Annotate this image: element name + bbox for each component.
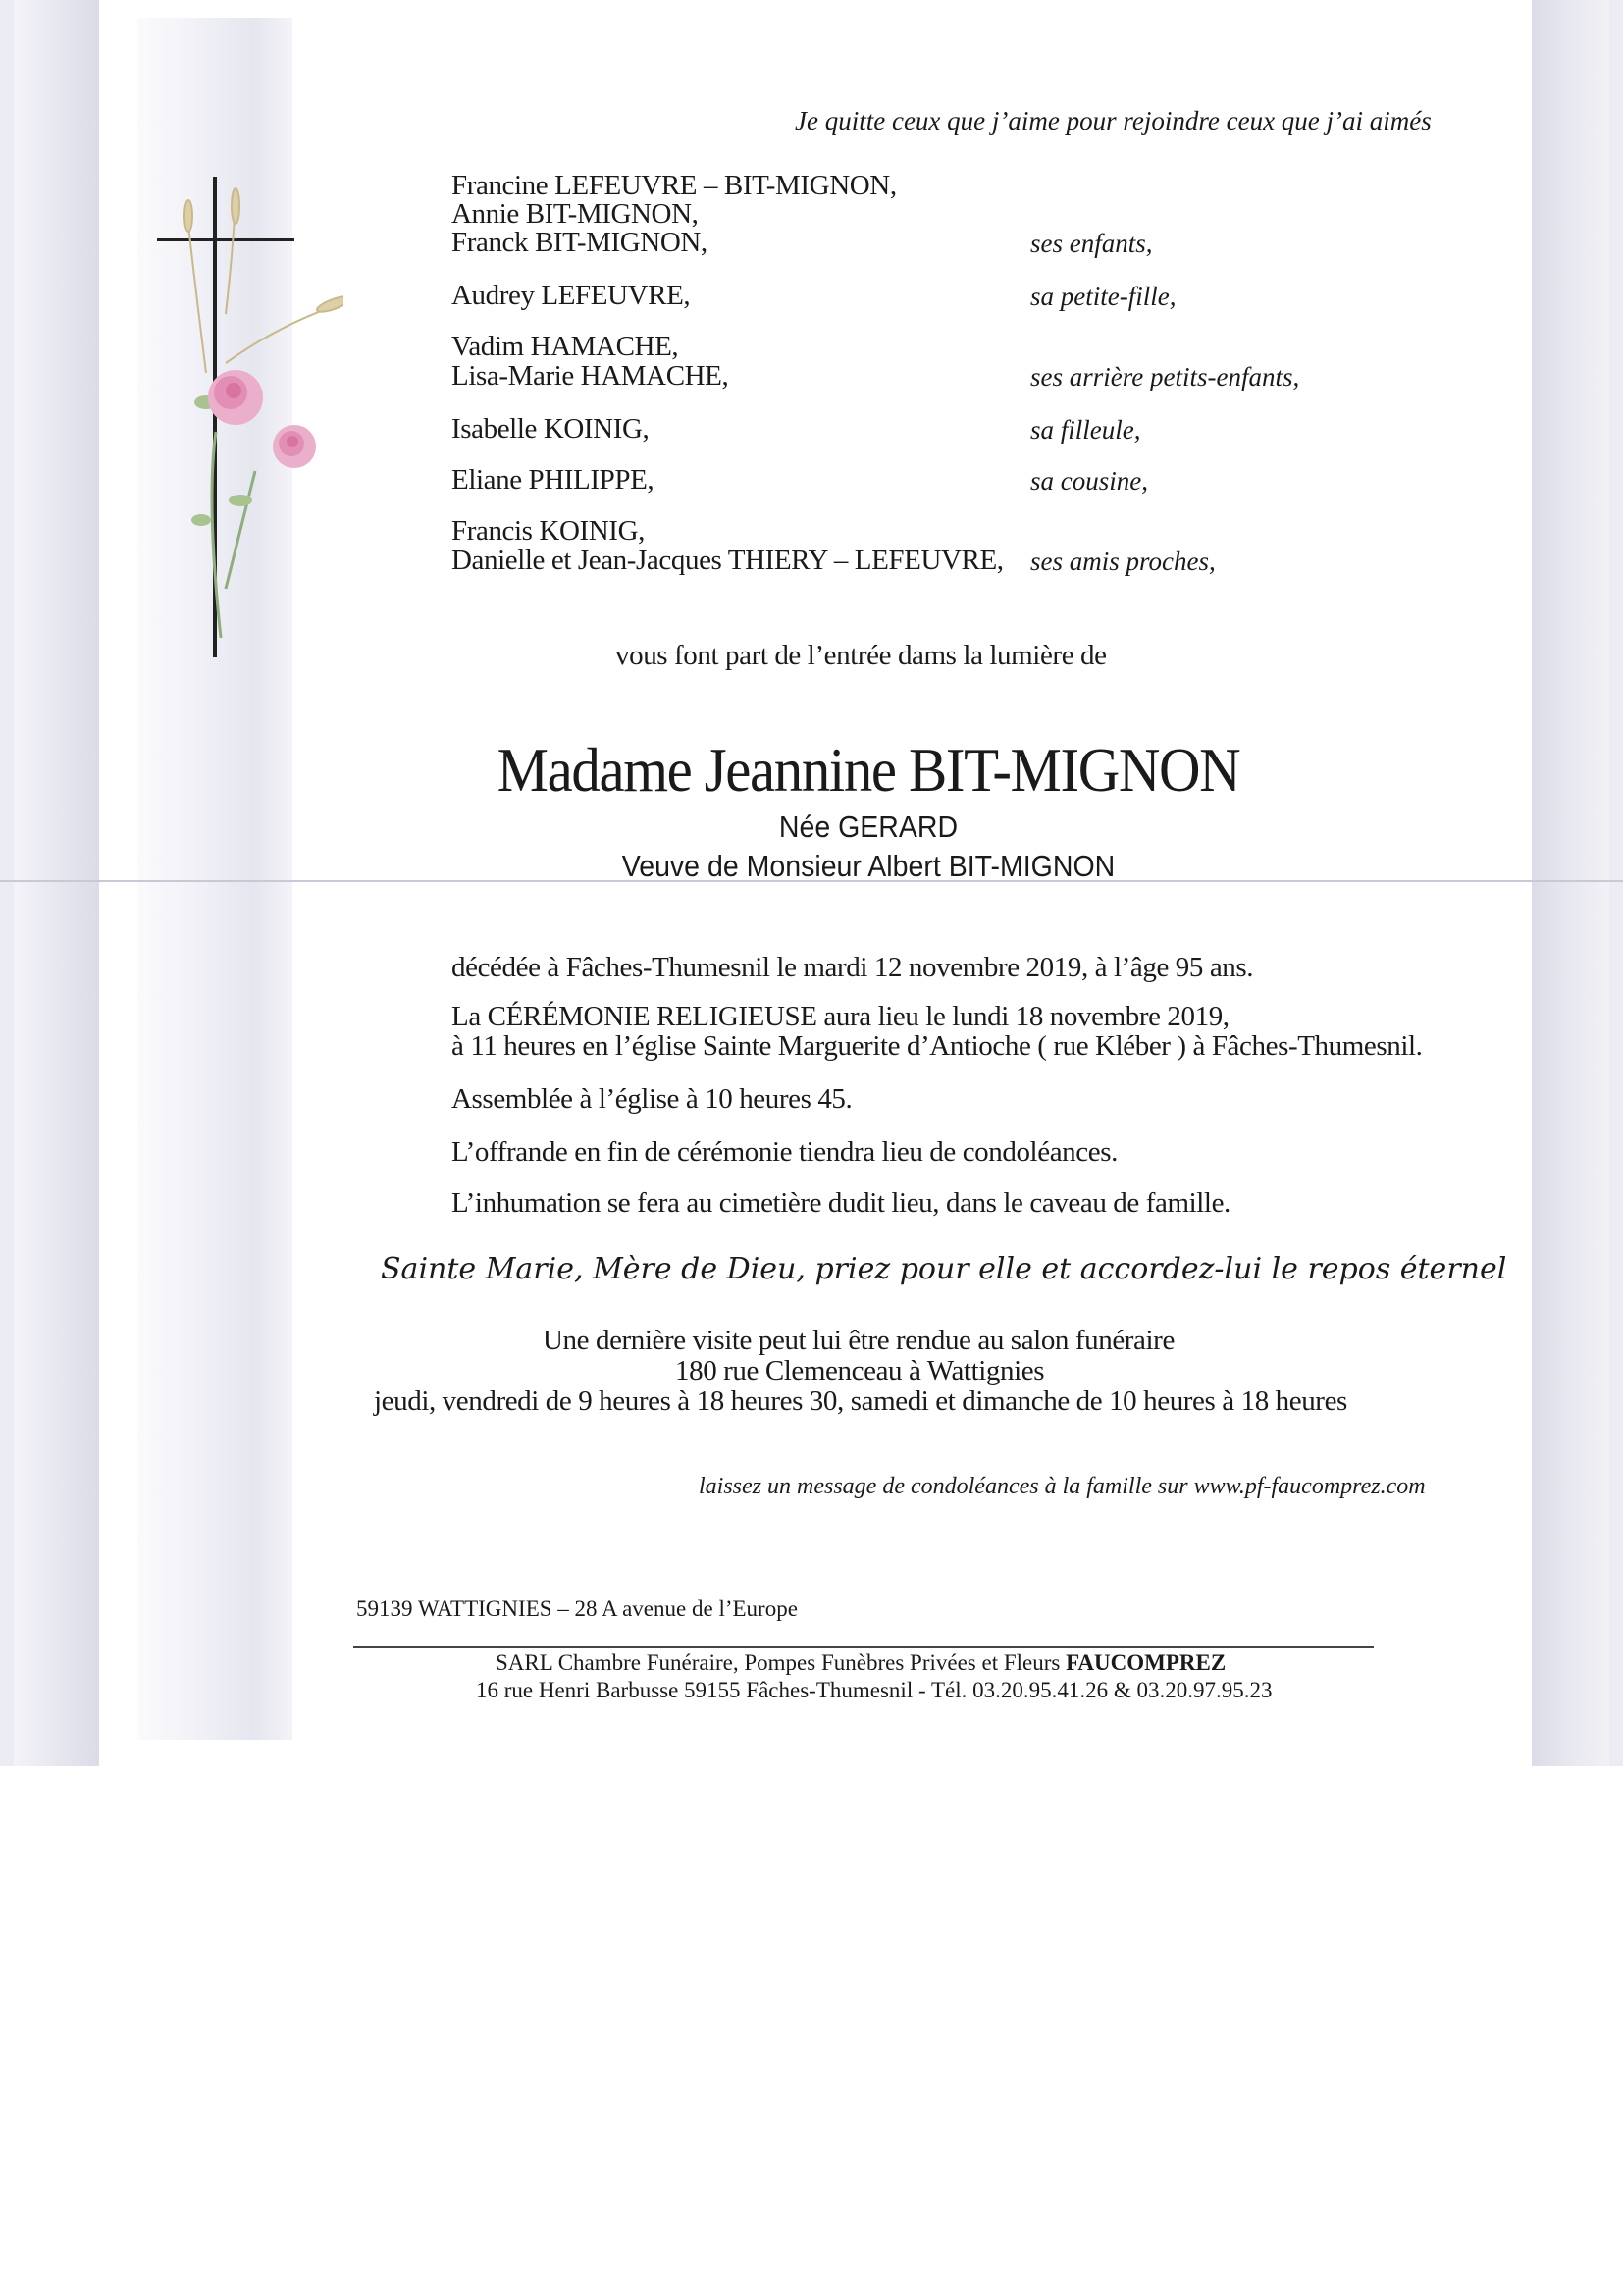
relative-name: Franck BIT-MIGNON, (451, 227, 707, 258)
web-message: laissez un message de condoléances à la famille sur www.pf-faucomprez.com (699, 1474, 1426, 1499)
relative-name: Vadim HAMACHE, (451, 331, 679, 362)
relative-name: Isabelle KOINIG, (451, 413, 650, 444)
prayer-line: Sainte Marie, Mère de Dieu, priez pour elle et accordez-lui le repos éternel (381, 1252, 1507, 1286)
widow-of: Veuve de Monsieur Albert BIT-MIGNON (621, 849, 1116, 883)
relative-name: Eliane PHILIPPE, (451, 464, 654, 496)
page-edge-left (14, 0, 99, 1766)
relative-name: Francine LEFEUVRE – BIT-MIGNON, (451, 170, 897, 201)
relative-name: Danielle et Jean-Jacques THIERY – LEFEUVRE, (451, 545, 1004, 576)
company-name: FAUCOMPREZ (1066, 1650, 1227, 1675)
company-line (496, 1650, 1226, 1676)
rose-icon (191, 370, 316, 638)
relative-name: Annie BIT-MIGNON, (451, 198, 699, 230)
relative-role: ses enfants, (1030, 229, 1153, 258)
visit-hours: jeudi, vendredi de 9 heures à 18 heures 30, samedi et dimanche de 10 heures à 18 heures (374, 1385, 1347, 1417)
offering-line: L’offrande en fin de cérémonie tiendra lieu de condoléances. (451, 1136, 1118, 1168)
cross-and-roses-illustration (147, 177, 343, 687)
relative-name: Audrey LEFEUVRE, (451, 280, 691, 311)
announcement-line: vous font part de l’entrée dams la lumière de (615, 640, 1107, 671)
death-notice-line: décédée à Fâches-Thumesnil le mardi 12 novembre 2019, à l’âge 95 ans. (451, 952, 1254, 983)
wheat-icon (184, 188, 343, 373)
burial-line: L’inhumation se fera au cimetière dudit lieu, dans le caveau de famille. (451, 1187, 1230, 1219)
relative-role: sa filleule, (1030, 415, 1141, 444)
company-prefix: SARL Chambre Funéraire, Pompes Funèbres Privées et Fleurs (496, 1650, 1067, 1675)
relative-role: sa cousine, (1030, 466, 1148, 496)
relative-role: ses arrière petits-enfants, (1030, 362, 1300, 391)
branch-address: 59139 WATTIGNIES – 28 A avenue de l’Europe (356, 1596, 798, 1621)
page-edge-right (1532, 0, 1609, 1766)
visit-line: Une dernière visite peut lui être rendue au salon funéraire (543, 1325, 1175, 1356)
relative-role: sa petite-fille, (1030, 282, 1177, 311)
relative-name: Lisa-Marie HAMACHE, (451, 360, 729, 391)
assembly-line: Assemblée à l’église à 10 heures 45. (451, 1083, 853, 1115)
opening-quote: Je quitte ceux que j’aime pour rejoindre ceux que j’ai aimés (795, 106, 1432, 135)
relative-name: Francis KOINIG, (451, 515, 645, 547)
deceased-name: Madame Jeannine BIT-MIGNON (497, 735, 1240, 805)
relative-role: ses amis proches, (1030, 547, 1216, 576)
footer-divider (353, 1646, 1374, 1648)
company-address: 16 rue Henri Barbusse 59155 Fâches-Thumesnil - Tél. 03.20.95.41.26 & 03.20.97.95.23 (476, 1678, 1273, 1702)
ceremony-location-line: à 11 heures en l’église Sainte Marguerite d’Antioche ( rue Kléber ) à Fâches-Thumesnil. (451, 1030, 1423, 1062)
visit-address: 180 rue Clemenceau à Wattignies (675, 1355, 1045, 1386)
birth-name: Née GERARD (778, 809, 959, 844)
ceremony-line: La CÉRÉMONIE RELIGIEUSE aura lieu le lundi 18 novembre 2019, (451, 1001, 1230, 1032)
